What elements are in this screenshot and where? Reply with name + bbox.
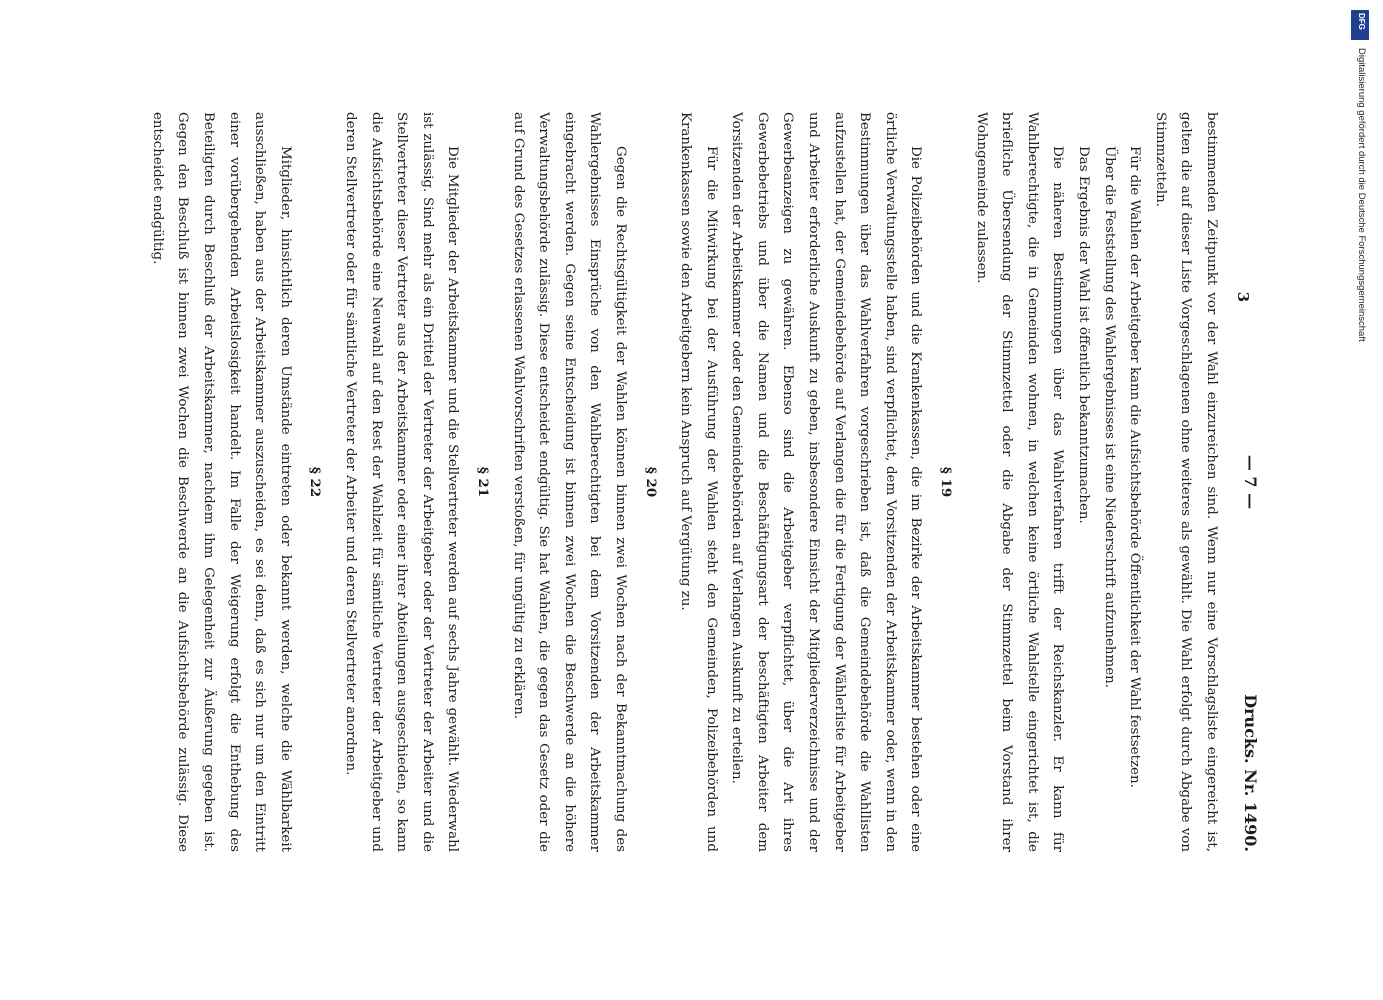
signature-mark-text: 3 (1234, 291, 1253, 303)
intro-paragraph: Für die Wahlen der Arbeitgeber kann die Aufsichtsbehörde Öffentlichkeit der Wahl festsetzen. (1127, 146, 1143, 788)
section-heading: § 20 (642, 466, 659, 498)
print-number: Drucks. Nr. 1490. (1241, 694, 1260, 852)
document-body (144, 112, 1224, 852)
digitization-credit: Digitalisierung gefördert durch die Deutsche Forschungsgemeinschaft (1356, 48, 1367, 342)
intro-paragraph: Die näheren Bestimmungen über das Wahlverfahren trifft der Reichskanzler. Er kann für Wahlberechtigte, die in Gemeinden wohnen, in welchen keine örtliche Wahlstelle eingerichtet ist, die briefliche Übersendung der Stimmzettel oder die Abgabe der Stimmzettel beim Vorstand ihrer Wohngemeinde zulassen. (973, 112, 1066, 852)
dfg-logo (1351, 10, 1369, 40)
section-paragraph: Für die Mitwirkung bei der Ausführung der Wahlen steht den Gemeinden, Polizeibehörden und Krankenkassen sowie den Arbeitgebern kein Anspruch auf Vergütung zu. (678, 112, 719, 852)
page-number: — 7 — (1241, 454, 1260, 510)
digitization-sidebar (1345, 10, 1375, 995)
intro-paragraph: bestimmenden Zeitpunkt vor der Wahl einzureichen sind. Wenn nur eine Vorschlagsliste eingereicht ist, gelten die auf dieser Liste Vorgeschlagenen ohne weiteres als gewählt. Die Wahl erfolgt durch Abgabe von Stimmzetteln. (1152, 112, 1219, 852)
section-paragraph: Mitglieder, hinsichtlich deren Umstände eintreten oder bekannt werden, welche die Wählbarkeit ausschließen, haben aus der Arbeitskammer auszuscheiden, es sei denn, daß es sich nur um den Eintritt einer vorübergehenden Arbeitslosigkeit handelt. Im Falle der Weigerung erfolgt die Enthebung des Beteiligten durch Beschluß der Arbeitskammer, nachdem ihm Gelegenheit zur Äußerung gegeben ist. Gegen den Beschluß ist binnen zwei Wochen die Beschwerde an die Aufsichtsbehörde zulässig. Diese entscheidet endgültig. (149, 112, 293, 852)
rotated-document-page (0, 112, 1260, 992)
section-paragraph: Die Polizeibehörden und die Krankenkassen, die im Bezirke der Arbeitskammer bestehen oder eine örtliche Verwaltungsstelle haben, sind verpflichtet, dem Vorsitzenden der Arbeitskammer oder, wenn in den Bestimmungen über das Wahlverfahren vorgeschrieben ist, daß die Gemeindebehörde die Wahllisten aufzustellen hat, der Gemeindebehörde auf Verlangen die für die Fertigung der Wählerliste für Arbeitgeber und Arbeiter erforderliche Auskunft zu geben, insbesondere Einsicht der Mitgliederverzeichnisse und der Gewerbeanzeigen zu gewähren. Ebenso sind die Arbeitgeber verpflichtet, über die Art ihres Gewerbebetriebs und über die Namen und die Beschäftigungsart der beschäftigten Arbeiter dem Vorsitzenden der Arbeitskammer oder den Gemeindebehörden auf Verlangen Auskunft zu erteilen. (729, 112, 924, 852)
page-header (1234, 112, 1260, 852)
section-heading: § 21 (474, 466, 491, 498)
intro-paragraph: Das Ergebnis der Wahl ist öffentlich bekanntzumachen. (1076, 146, 1092, 524)
section-heading: § 19 (938, 466, 955, 498)
section-heading: § 22 (307, 466, 324, 498)
section-paragraph: Die Mitglieder der Arbeitskammer und die Stellvertreter werden auf sechs Jahre gewählt. Wiederwahl ist zulässig. Sind mehr als ein Drittel der Vertreter der Arbeitgeber oder der Vertreter der Arbeiter und die Stellvertreter dieser Vertreter aus der Arbeitskammer oder einer ihrer Abteilungen ausgeschieden, so kann die Aufsichtsbehörde eine Neuwahl auf den Rest der Wahlzeit für sämtliche Vertreter der Arbeitgeber und deren Stellvertreter oder für sämtliche Vertreter der Arbeiter und deren Stellvertreter anordnen. (343, 112, 461, 852)
intro-paragraph: Über die Feststellung des Wahlergebnisses ist eine Niederschrift aufzunehmen. (1101, 146, 1117, 689)
section-paragraph: Gegen die Rechtsgültigkeit der Wahlen können binnen zwei Wochen nach der Bekanntmachung des Wahlergebnisses Einsprüche von den Wahlberechtigten bei dem Vorsitzenden der Arbeitskammer eingebracht werden. Gegen seine Entscheidung ist binnen zwei Wochen die Beschwerde an die höhere Verwaltungsbehörde zulässig. Diese entscheidet endgültig. Sie hat Wahlen, die gegen das Gesetz oder die auf Grund des Gesetzes erlassenen Wahlvorschriften verstoßen, für ungültig zu erklären. (510, 112, 628, 852)
signature-mark (1234, 288, 1253, 306)
dfg-logo-text: DFG (1357, 13, 1366, 30)
